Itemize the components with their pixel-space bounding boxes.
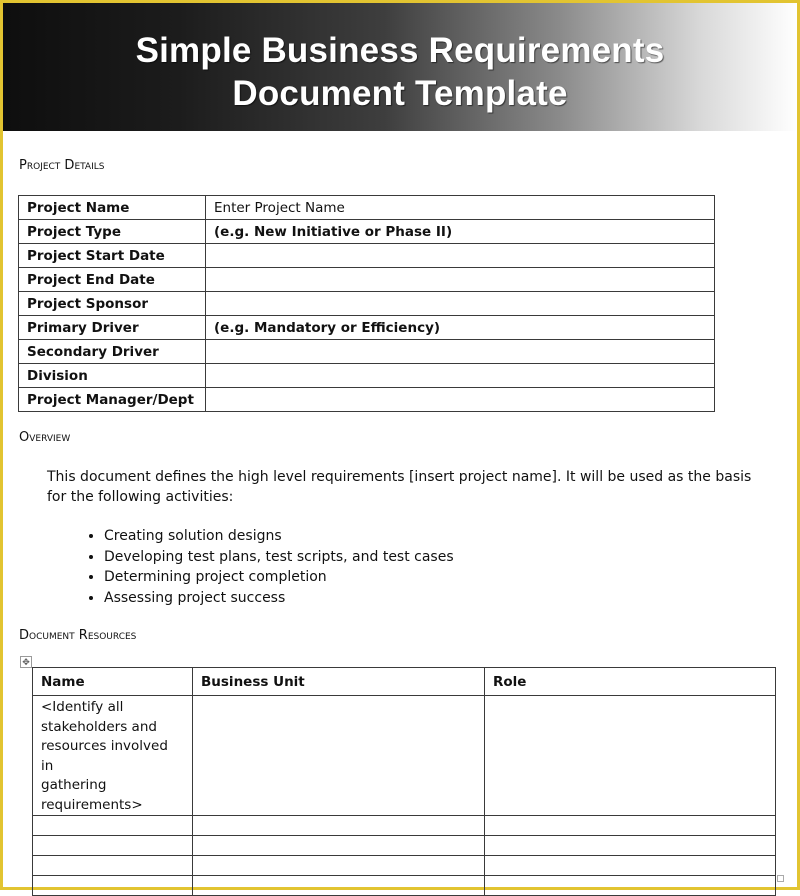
business-unit-cell[interactable]: [193, 816, 485, 836]
cell-line: stakeholders and: [41, 718, 157, 735]
cell-line: <Identify all: [41, 699, 124, 715]
business-unit-cell[interactable]: [193, 856, 485, 876]
document-resources-table: [32, 667, 776, 896]
project-sponsor-field[interactable]: [206, 292, 715, 316]
table-row: [33, 876, 776, 896]
cell-line: requirements>: [41, 796, 143, 813]
list-item: • Creating solution designs: [104, 526, 454, 547]
table-row: [19, 340, 715, 364]
cell-line: resources involved in: [41, 738, 168, 774]
name-cell[interactable]: [33, 876, 193, 896]
secondary-driver-field[interactable]: [206, 340, 715, 364]
list-item: • Assessing project success: [104, 588, 454, 609]
project-end-date-field[interactable]: [206, 268, 715, 292]
list-item: • Determining project completion: [104, 567, 454, 588]
title-line-1: Simple Business Requirements: [135, 31, 665, 70]
project-start-date-field[interactable]: [206, 244, 715, 268]
project-name-field[interactable]: Enter Project Name: [206, 196, 715, 220]
row-label: Primary Driver: [19, 316, 206, 340]
table-row: [19, 388, 715, 412]
table-row: [19, 316, 715, 340]
role-cell[interactable]: [485, 876, 776, 896]
row-label: Project Sponsor: [19, 292, 206, 316]
list-item: • Developing test plans, test scripts, and test cases: [104, 547, 454, 568]
overview-paragraph: This document defines the high level requirements [insert project name]. It will be used as the basis for the following activities:: [47, 469, 752, 505]
table-row: [33, 856, 776, 876]
project-details-heading: Project Details: [19, 158, 105, 173]
project-manager-field[interactable]: [206, 388, 715, 412]
table-row: [33, 696, 776, 816]
table-header-row: [33, 668, 776, 696]
row-label: Project Start Date: [19, 244, 206, 268]
table-row: [19, 268, 715, 292]
row-label: Division: [19, 364, 206, 388]
stakeholder-name-cell[interactable]: [33, 696, 193, 816]
row-label: Project Manager/Dept: [19, 388, 206, 412]
title-banner: [3, 3, 797, 131]
business-unit-cell[interactable]: [193, 836, 485, 856]
business-unit-cell[interactable]: [193, 696, 485, 816]
project-details-table: [18, 195, 715, 412]
table-row: [19, 292, 715, 316]
column-header-role: Role: [485, 668, 776, 696]
row-label: Project Type: [19, 220, 206, 244]
primary-driver-field[interactable]: (e.g. Mandatory or Efficiency): [206, 316, 715, 340]
role-cell[interactable]: [485, 816, 776, 836]
name-cell[interactable]: [33, 816, 193, 836]
role-cell[interactable]: [485, 696, 776, 816]
business-unit-cell[interactable]: [193, 876, 485, 896]
table-row: [19, 244, 715, 268]
table-row: [19, 196, 715, 220]
name-cell[interactable]: [33, 836, 193, 856]
title-line-2: Document Template: [232, 74, 568, 113]
role-cell[interactable]: [485, 836, 776, 856]
role-cell[interactable]: [485, 856, 776, 876]
table-row: [19, 220, 715, 244]
row-label: Project End Date: [19, 268, 206, 292]
column-header-name: Name: [33, 668, 193, 696]
table-row: [19, 364, 715, 388]
project-type-field[interactable]: (e.g. New Initiative or Phase II): [206, 220, 715, 244]
table-resize-handle-icon[interactable]: [777, 875, 784, 882]
row-label: Project Name: [19, 196, 206, 220]
activities-list: [56, 526, 454, 608]
overview-heading: Overview: [19, 430, 71, 445]
column-header-business-unit: Business Unit: [193, 668, 485, 696]
document-resources-heading: Document Resources: [19, 628, 137, 643]
cell-line: gathering: [41, 777, 107, 793]
table-row: [33, 816, 776, 836]
division-field[interactable]: [206, 364, 715, 388]
row-label: Secondary Driver: [19, 340, 206, 364]
table-move-handle-icon[interactable]: ✥: [20, 656, 32, 668]
table-row: [33, 836, 776, 856]
name-cell[interactable]: [33, 856, 193, 876]
